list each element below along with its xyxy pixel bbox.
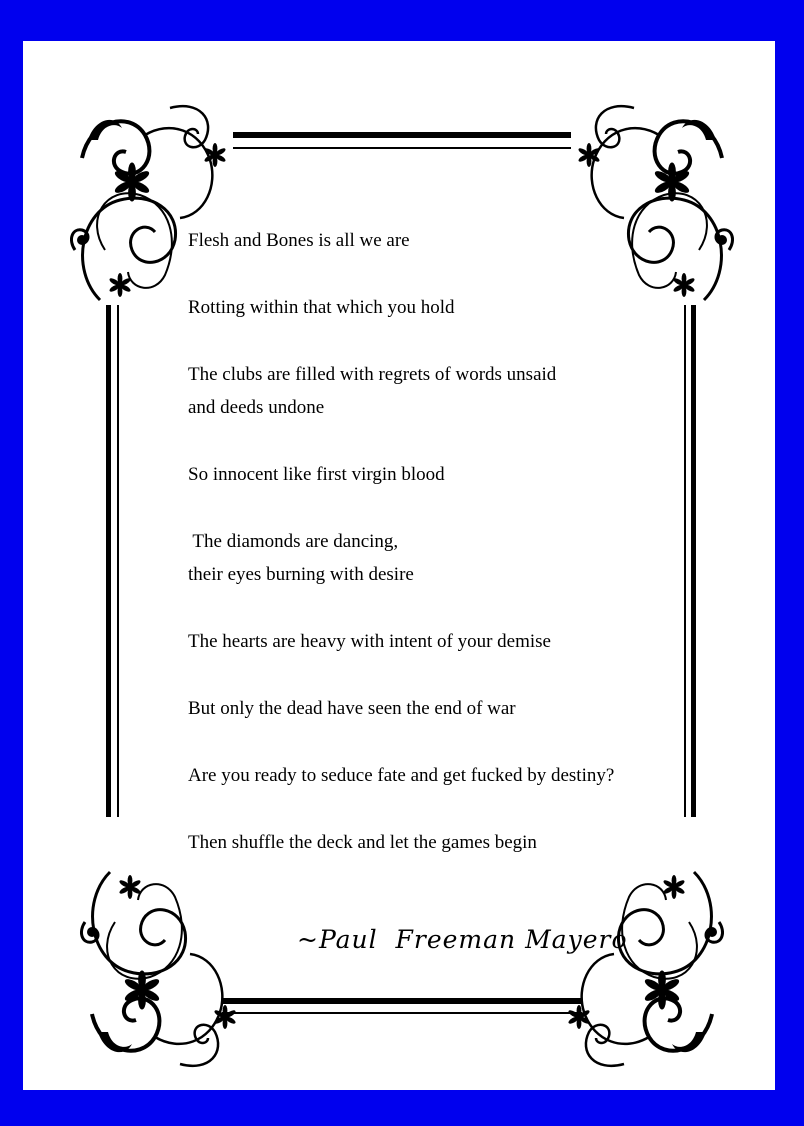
poem-line: their eyes burning with desire [188, 564, 414, 585]
top-border-rule-thin [233, 147, 571, 149]
poem-text [188, 224, 688, 893]
stanza-1 [188, 224, 688, 257]
poem-line: The hearts are heavy with intent of your demise [188, 631, 551, 652]
stanza-7 [188, 692, 688, 725]
stanza-5 [188, 525, 688, 591]
stanza-9 [188, 826, 688, 859]
bottom-border-rule [222, 998, 582, 1004]
stanza-6 [188, 625, 688, 658]
poem-line: Flesh and Bones is all we are [188, 230, 410, 251]
right-border-rule [691, 305, 696, 817]
poem-line: The diamonds are dancing, [188, 531, 399, 552]
stanza-2 [188, 291, 688, 324]
stanza-3 [188, 358, 688, 424]
left-border-rule-thin [117, 305, 119, 817]
flourish-bottom-left-icon [81, 872, 236, 1066]
flourish-bottom-right-icon [567, 872, 722, 1066]
poem-line: So innocent like first virgin blood [188, 464, 445, 485]
poem-line: But only the dead have seen the end of war [188, 698, 516, 719]
top-border-rule [233, 132, 571, 138]
poem-line: and deeds undone [188, 397, 325, 418]
stanza-4 [188, 458, 688, 491]
left-border-rule [106, 305, 111, 817]
poem-line: Rotting within that which you hold [188, 297, 455, 318]
bottom-border-rule-thin [222, 1012, 582, 1014]
author-signature: ~Paul Freeman Mayero [297, 925, 628, 954]
poem-line: The clubs are filled with regrets of words unsaid [188, 364, 557, 385]
poem-line: Then shuffle the deck and let the games begin [188, 832, 537, 853]
poem-line: Are you ready to seduce fate and get fucked by destiny? [188, 765, 615, 786]
stanza-8 [188, 759, 688, 792]
